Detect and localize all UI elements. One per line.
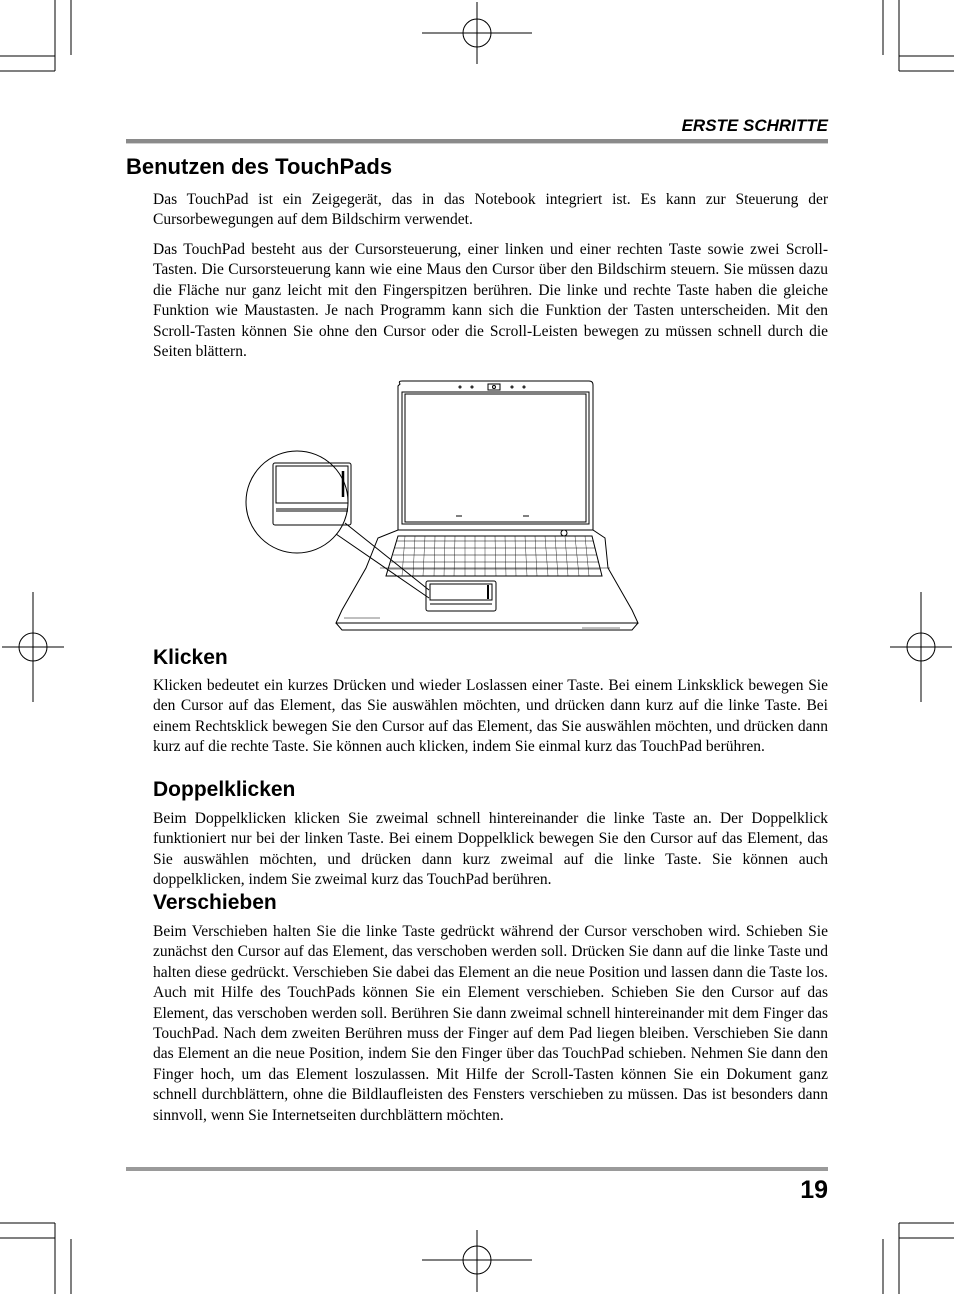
intro-paragraph-2: Das TouchPad besteht aus der Cursorsteuerung, einer linken und einer rechten Taste sowie zwei Scroll-Tasten. Die Cursorsteuerung kann wie eine Maus den Cursor über den Bildschirm steuern. Sie müssen dazu die Fläche nur ganz leicht mit den Fingerspitzen berühren. Die linke und rechte Taste haben die gleiche Funktion wie Maustasten. Je nach Programm kann sich die Funktion der Tasten unterscheiden. Mit den Scroll-Tasten können Sie ohne den Cursor oder die Scroll-Leisten bewegen zu müssen schnell durch die Seiten blättern. <box>153 241 828 361</box>
heading-verschieben: Verschieben <box>153 891 277 914</box>
running-header: ERSTE SCHRITTE <box>681 116 828 135</box>
page-number: 19 <box>800 1176 828 1204</box>
heading-klicken: Klicken <box>153 646 228 669</box>
paragraph-verschieben: Beim Verschieben halten Sie die linke Taste gedrückt während der Cursor verschoben wird. Schieben Sie zunächst den Cursor auf das Element, das verschoben werden soll. Drücken Sie dann auf die linke Taste und halten diese gedrückt. Verschieben Sie dabei das Element an die neue Position und lassen dann die Taste los. Auch mit Hilfe des TouchPads können Sie ein Element verschieben. Schieben Sie den Cursor auf das Element, das verschoben werden soll. Berühren Sie dann zweimal schnell hintereinander mit dem Finger das TouchPad. Nach dem zweiten Berühren muss der Finger auf dem Pad liegen bleiben. Verschieben Sie dann das Element an die neue Position, indem Sie den Finger über das TouchPad schieben. Nehmen Sie dann den Finger hoch, um das Element loszulassen. Mit Hilfe der Scroll-Tasten können Sie ein Dokument ganz schnell durchblättern, ohne die Bildlaufleisten des Fensters verschieben zu müssen. Das ist besonders dann sinnvoll, wenn Sie Internetseiten durchblättern möchten. <box>153 923 828 1124</box>
paragraph-doppelklicken: Beim Doppelklicken klicken Sie zweimal schnell hintereinander die linke Taste an. Der Doppelklick funktioniert nur bei der linken Taste. Bei einem Doppelklick bewegen Sie den Cursor auf das Element, das Sie auswählen möchten, und drücken dann kurz zweimal auf die linke Taste. Sie können auch doppelklicken, indem Sie zweimal kurz das TouchPad berühren. <box>153 810 828 889</box>
footer-rule <box>126 1167 828 1171</box>
intro-paragraph-1: Das TouchPad ist ein Zeigegerät, das in das Notebook integriert ist. Es kann zur Steuerung der Cursorbewegungen auf dem Bildschirm verwendet. <box>153 191 828 229</box>
header-rule <box>126 139 828 143</box>
paragraph-klicken: Klicken bedeutet ein kurzes Drücken und wieder Loslassen einer Taste. Bei einem Linksklick bewegen Sie den Cursor auf das Element, das Sie auswählen möchten, und drücken dann kurz auf die linke Taste. Bei einem Rechtsklick bewegen Sie den Cursor auf das Element, das Sie auswählen möchten, und drücken dann kurz auf die rechte Taste. Sie können auch klicken, indem Sie einmal kurz das TouchPad berühren. <box>153 677 828 756</box>
notebook-touchpad-illustration <box>240 378 646 634</box>
heading-doppelklicken: Doppelklicken <box>153 778 296 801</box>
page-title: Benutzen des TouchPads <box>126 154 393 179</box>
